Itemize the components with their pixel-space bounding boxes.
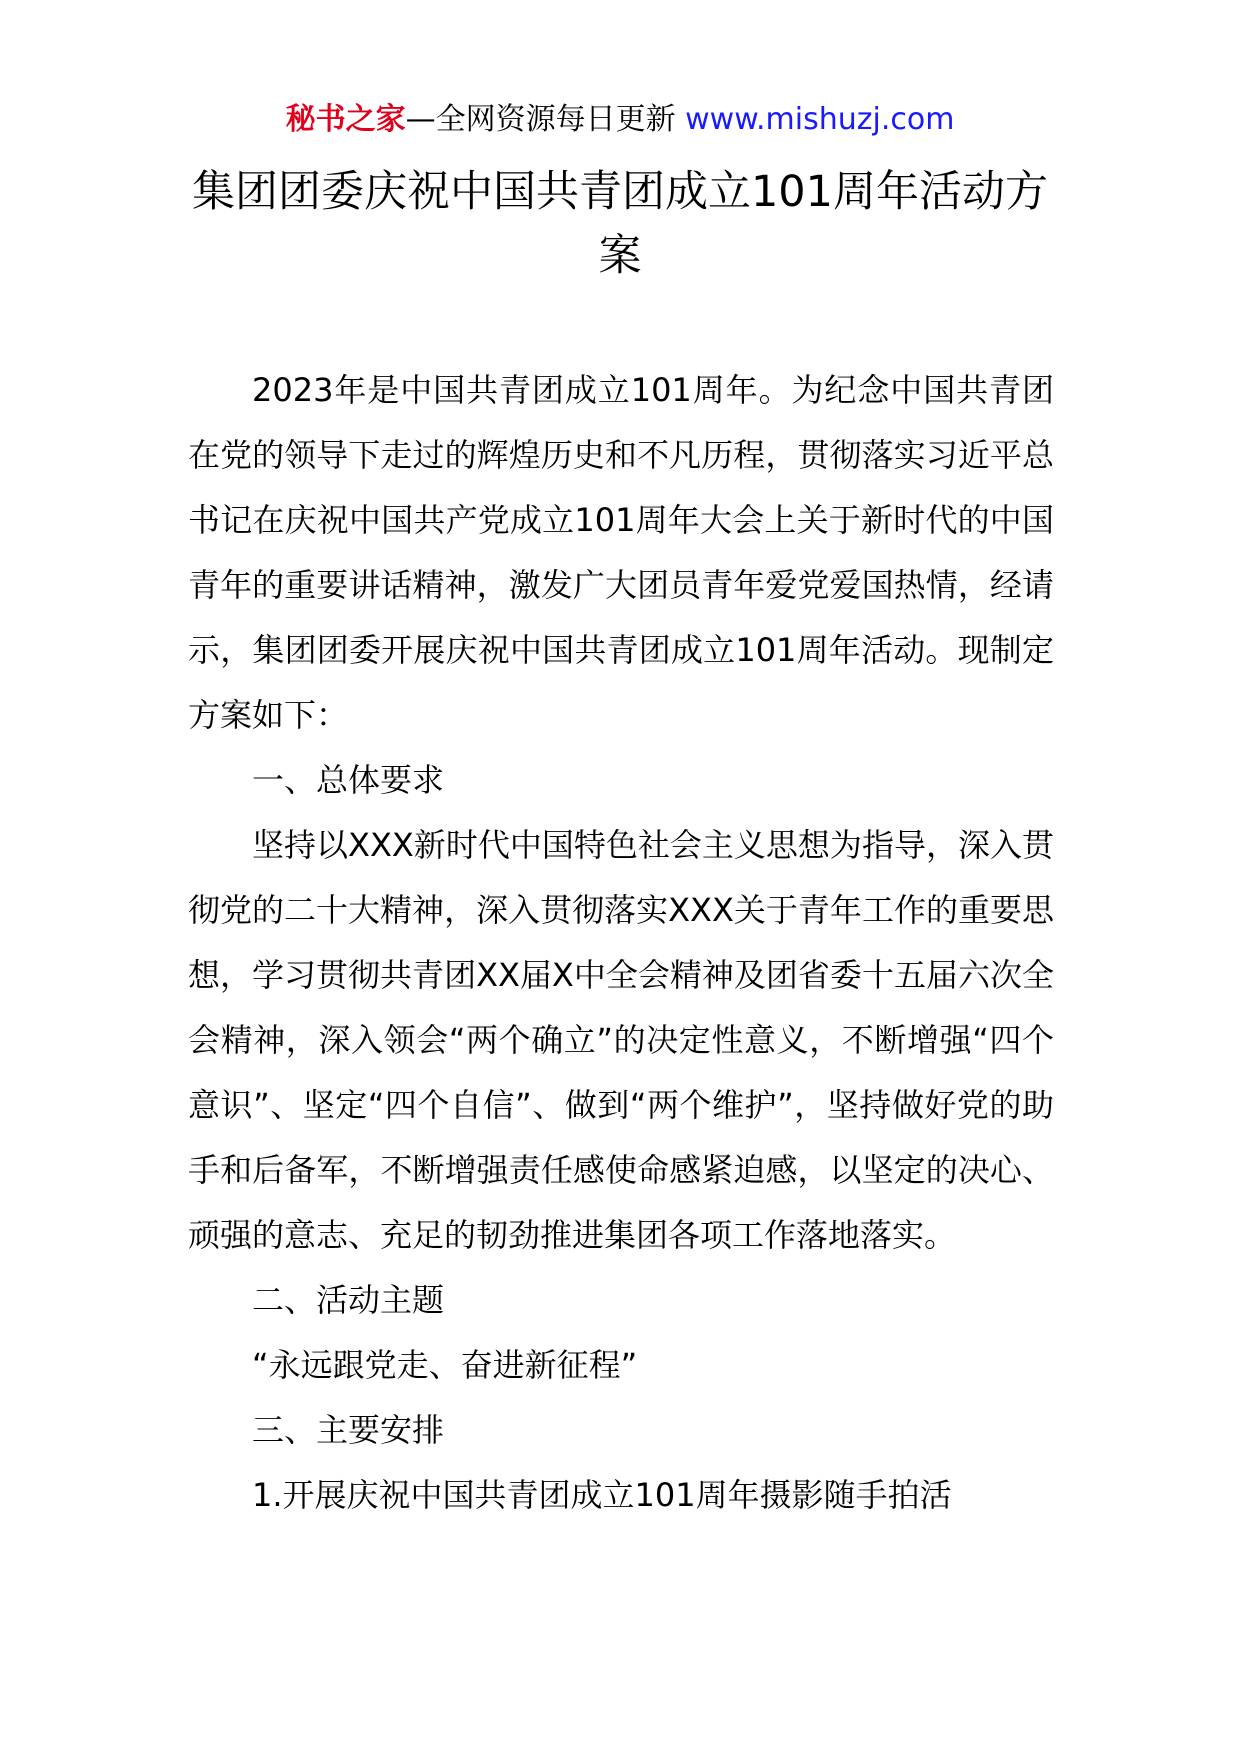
document-body: [188, 358, 1054, 1528]
section-heading-2: 二、活动主题: [252, 1281, 445, 1319]
arrangement-item-1: 1.开展庆祝中国共青团成立101周年摄影随手拍活: [252, 1476, 952, 1514]
header-slogan: —全网资源每日更新: [405, 102, 676, 137]
document-title: 集团团委庆祝中国共青团成立101周年活动方案: [191, 167, 1049, 281]
brand-name: 秘书之家: [285, 102, 406, 137]
website-link[interactable]: www.mishuzj.com: [685, 102, 955, 137]
intro-paragraph: 2023年是中国共青团成立101周年。为纪念中国共青团在党的领导下走过的辉煌历史和不凡历程，贯彻落实习近平总书记在庆祝中国共产党成立101周年大会上关于新时代的中国青年的重要讲话精神，激发广大团员青年爱党爱国热情，经请示，集团团委开展庆祝中国共青团成立101周年活动。现制定方案如下：: [188, 371, 1054, 734]
section-heading-1: 一、总体要求: [252, 761, 445, 799]
theme-paragraph: “永远跟党走、奋进新征程”: [252, 1346, 638, 1384]
watermark-header: [0, 100, 1240, 140]
section-heading-3: 三、主要安排: [252, 1411, 445, 1449]
requirements-paragraph: 坚持以XXX新时代中国特色社会主义思想为指导，深入贯彻党的二十大精神，深入贯彻落实XXX关于青年工作的重要思想，学习贯彻共青团XX届X中全会精神及团省委十五届六次全会精神，深入领会“两个确立”的决定性意义，不断增强“四个意识”、坚定“四个自信”、做到“两个维护”，坚持做好党的助手和后备军，不断增强责任感使命感紧迫感，以坚定的决心、顽强的意志、充足的韧劲推进集团各项工作落地落实。: [188, 826, 1054, 1254]
